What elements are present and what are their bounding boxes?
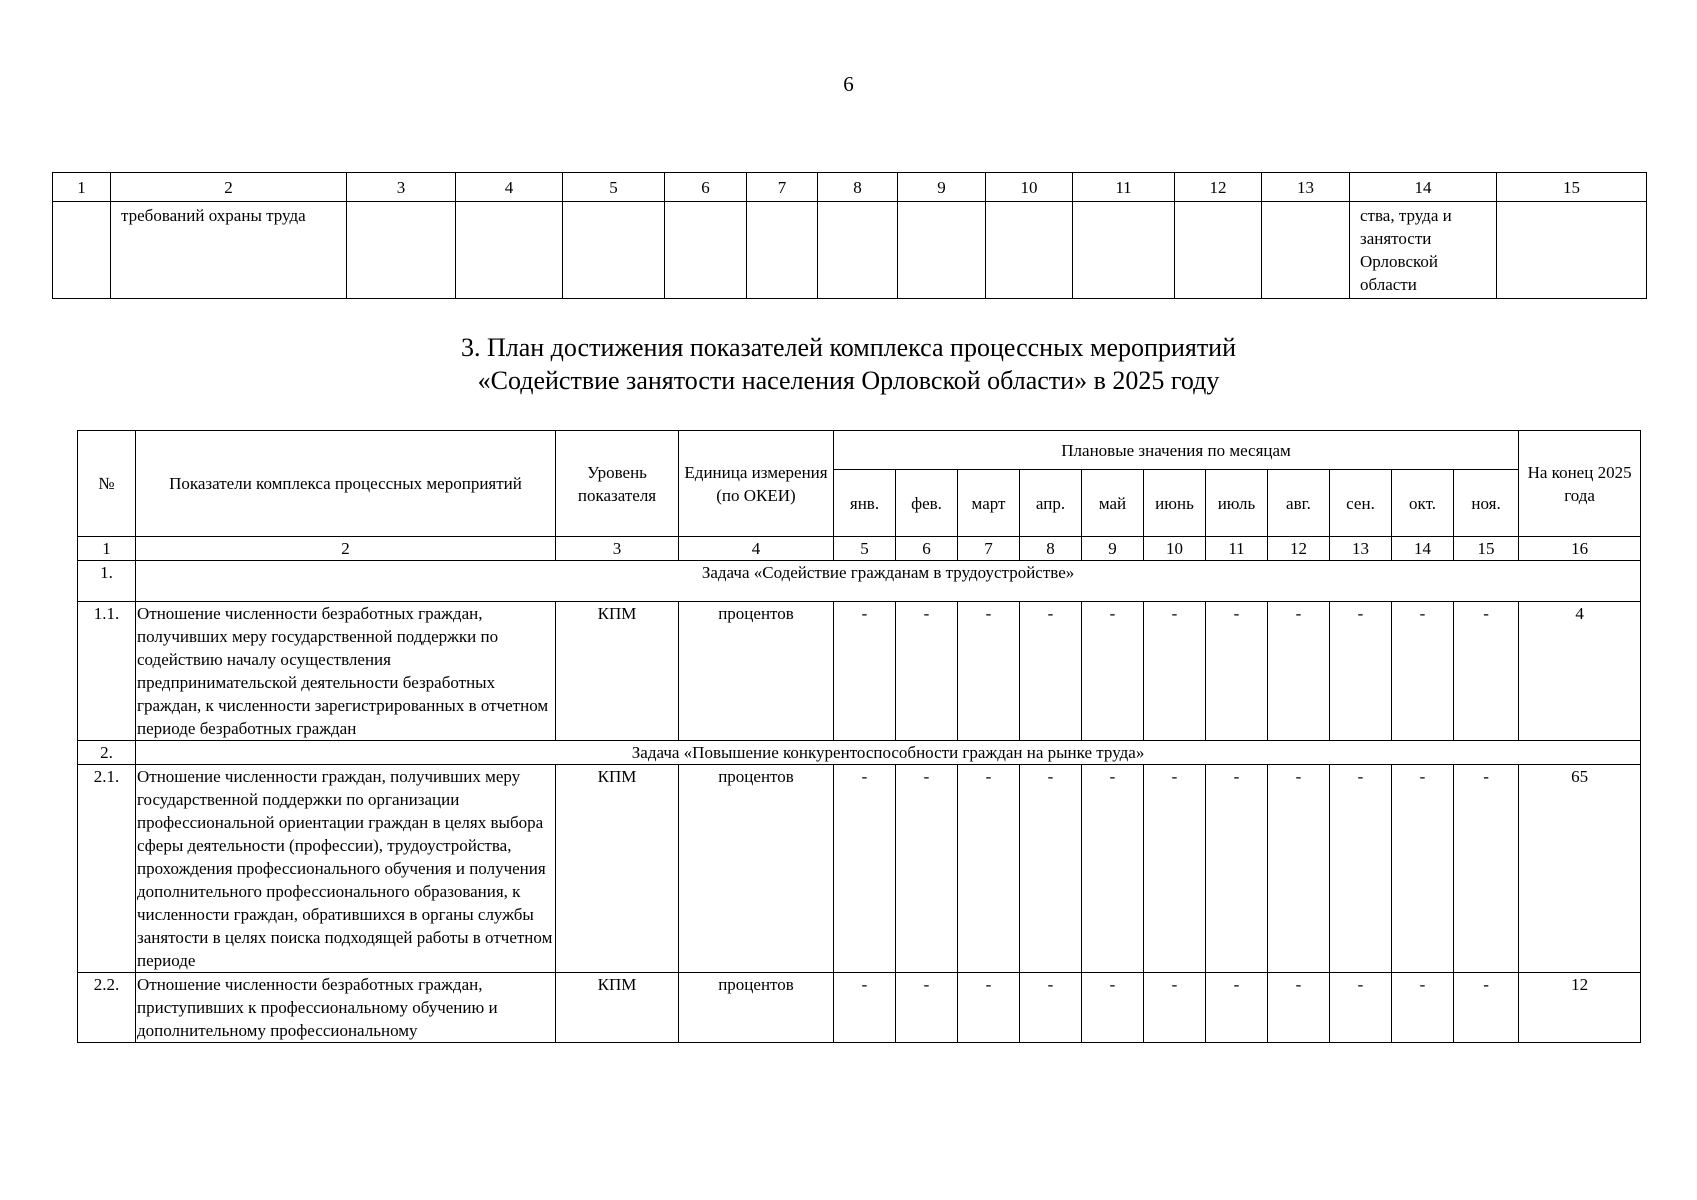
task-title: Задача «Содействие гражданам в трудоустройстве» [136,561,1641,602]
month-value: - [896,973,958,1043]
table-cell: требований охраны труда [111,202,347,299]
table-cell [1497,202,1647,299]
month-value: - [1020,765,1082,973]
column-number: 15 [1497,173,1647,202]
indicator-number: 1.1. [78,602,136,741]
column-number-row [53,173,1647,202]
column-number: 2 [136,537,556,561]
indicator-unit: процентов [679,602,834,741]
column-number: 4 [456,173,563,202]
column-number: 15 [1454,537,1519,561]
header-month: март [958,470,1020,537]
table-row [78,602,1641,741]
continuation-table [52,172,1647,299]
table-row [78,973,1641,1043]
column-number: 11 [1206,537,1268,561]
table-cell [53,202,111,299]
task-row [78,741,1641,765]
month-value: - [1454,973,1519,1043]
month-value: - [958,765,1020,973]
month-value: - [1268,973,1330,1043]
month-value: - [1454,765,1519,973]
month-value: - [896,765,958,973]
header-month: янв. [834,470,896,537]
column-number: 4 [679,537,834,561]
table-row [78,765,1641,973]
task-row [78,561,1641,602]
column-number: 13 [1330,537,1392,561]
header-level: Уровень показателя [556,431,679,537]
table-cell [1073,202,1175,299]
column-number: 11 [1073,173,1175,202]
month-value: - [834,973,896,1043]
header-num: № [78,431,136,537]
column-number: 14 [1350,173,1497,202]
column-number: 6 [665,173,747,202]
column-number: 8 [1020,537,1082,561]
header-month: окт. [1392,470,1454,537]
month-value: - [1082,602,1144,741]
section-title-line2: «Содействие занятости населения Орловской области» в 2025 году [477,366,1220,395]
month-value: - [1206,765,1268,973]
month-value: - [834,602,896,741]
end-of-year-value: 4 [1519,602,1641,741]
column-number: 8 [818,173,898,202]
header-month: авг. [1268,470,1330,537]
table-cell [818,202,898,299]
section-title-line1: 3. План достижения показателей комплекса процессных мероприятий [460,333,1237,362]
indicator-number: 2.2. [78,973,136,1043]
column-number: 12 [1175,173,1262,202]
column-number: 3 [347,173,456,202]
header-month: ноя. [1454,470,1519,537]
indicators-plan-table [77,430,1641,1043]
month-value: - [1392,973,1454,1043]
header-month: май [1082,470,1144,537]
month-value: - [1082,765,1144,973]
indicator-name: Отношение численности граждан, получивших меру государственной поддержки по организации профессиональной ориентации граждан в целях выбора сферы деятельности (профессии), трудоустройства, прохождения профессионального обучения и получения дополнительного профессионального образования, к численности граждан, обратившихся в органы службы занятости в целях поиска подходящей работы в отчетном периоде [136,765,556,973]
header-month: апр. [1020,470,1082,537]
column-number: 14 [1392,537,1454,561]
indicator-unit: процентов [679,973,834,1043]
column-number: 1 [53,173,111,202]
table-cell [1262,202,1350,299]
indicator-level: КПМ [556,765,679,973]
month-value: - [1392,602,1454,741]
month-value: - [1144,765,1206,973]
month-value: - [1020,973,1082,1043]
table-cell [986,202,1073,299]
table-cell [347,202,456,299]
section-title [0,331,1697,397]
month-value: - [1144,602,1206,741]
month-value: - [958,602,1020,741]
month-value: - [1454,602,1519,741]
month-value: - [1206,602,1268,741]
column-number: 2 [111,173,347,202]
header-month: июнь [1144,470,1206,537]
header-month: фев. [896,470,958,537]
table-cell [665,202,747,299]
task-title: Задача «Повышение конкурентоспособности граждан на рынке труда» [136,741,1641,765]
column-number: 5 [834,537,896,561]
header-month: сен. [1330,470,1392,537]
table-cell [456,202,563,299]
indicator-name: Отношение численности безработных граждан, получивших меру государственной поддержки по содействию началу осуществления предпринимательской деятельности безработных граждан, к численности зарегистрированных в отчетном периоде безработных граждан [136,602,556,741]
header-month: июль [1206,470,1268,537]
task-number: 2. [78,741,136,765]
column-number: 12 [1268,537,1330,561]
month-value: - [1392,765,1454,973]
column-number: 16 [1519,537,1641,561]
column-number: 10 [1144,537,1206,561]
column-number: 3 [556,537,679,561]
month-value: - [1330,602,1392,741]
indicator-level: КПМ [556,602,679,741]
end-of-year-value: 12 [1519,973,1641,1043]
indicator-name: Отношение численности безработных граждан, приступивших к профессиональному обучению и дополнительному профессиональному [136,973,556,1043]
indicator-unit: процентов [679,765,834,973]
task-number: 1. [78,561,136,602]
page-number: 6 [843,72,854,96]
column-number: 5 [563,173,665,202]
month-value: - [958,973,1020,1043]
column-number: 9 [898,173,986,202]
column-number: 10 [986,173,1073,202]
indicator-level: КПМ [556,973,679,1043]
month-value: - [1268,765,1330,973]
column-number: 7 [958,537,1020,561]
month-value: - [1330,765,1392,973]
indicator-number: 2.1. [78,765,136,973]
table-cell [563,202,665,299]
month-value: - [1082,973,1144,1043]
column-number: 9 [1082,537,1144,561]
month-value: - [834,765,896,973]
header-row [78,431,1641,470]
month-value: - [1330,973,1392,1043]
header-indicator: Показатели комплекса процессных мероприятий [136,431,556,537]
header-end-of-year: На конец 2025 года [1519,431,1641,537]
month-value: - [1020,602,1082,741]
column-number: 13 [1262,173,1350,202]
month-value: - [1144,973,1206,1043]
table-cell [1175,202,1262,299]
header-planned-values: Плановые значения по месяцам [834,431,1519,470]
table-row [53,202,1647,299]
header-unit: Единица измерения (по ОКЕИ) [679,431,834,537]
month-value: - [1268,602,1330,741]
month-value: - [896,602,958,741]
column-number: 6 [896,537,958,561]
table-cell [747,202,818,299]
column-number-row [78,537,1641,561]
column-number: 7 [747,173,818,202]
table-cell: ства, труда и занятости Орловской области [1350,202,1497,299]
month-value: - [1206,973,1268,1043]
table-cell [898,202,986,299]
end-of-year-value: 65 [1519,765,1641,973]
column-number: 1 [78,537,136,561]
